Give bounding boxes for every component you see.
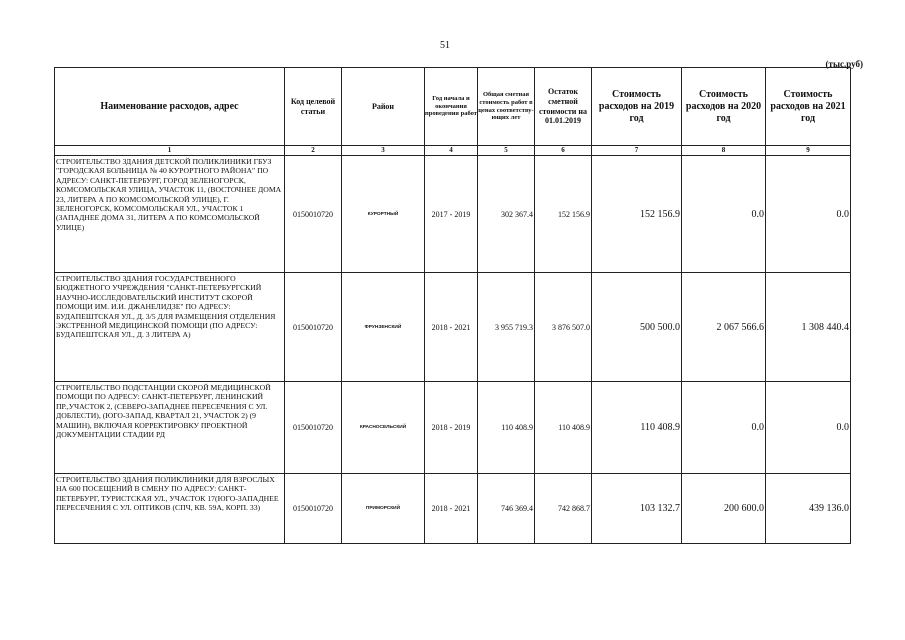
table-row — [55, 474, 851, 544]
column-number: 4 — [425, 146, 478, 156]
work-years: 2018 - 2021 — [425, 474, 478, 544]
column-number: 3 — [342, 146, 425, 156]
target-code: 0150010720 — [285, 156, 342, 273]
cost-2021: 439 136.0 — [766, 474, 851, 544]
cost-2020: 0.0 — [682, 156, 766, 273]
total-cost: 3 955 719.3 — [478, 273, 535, 382]
cost-2021: 0.0 — [766, 382, 851, 474]
column-number-row — [55, 146, 851, 156]
cost-2021: 1 308 440.4 — [766, 273, 851, 382]
column-number: 9 — [766, 146, 851, 156]
cost-2020: 200 600.0 — [682, 474, 766, 544]
table-row — [55, 273, 851, 382]
header-2020: Стоимость расходов на 2020 год — [682, 68, 766, 146]
column-number: 2 — [285, 146, 342, 156]
remaining-cost: 110 408.9 — [535, 382, 592, 474]
column-number: 1 — [55, 146, 285, 156]
district: КУРОРТНЫЙ — [342, 156, 425, 273]
district: ПРИМОРСКИЙ — [342, 474, 425, 544]
column-number: 8 — [682, 146, 766, 156]
header-code: Код целевой статьи — [285, 68, 342, 146]
expense-name: СТРОИТЕЛЬСТВО ЗДАНИЯ ДЕТСКОЙ ПОЛИКЛИНИКИ ГБУЗ "ГОРОДСКАЯ БОЛЬНИЦА № 40 КУРОРТНОГО РАЙОНА" ПО АДРЕСУ: САНКТ-ПЕТЕРБУРГ, ГОРОД ЗЕЛЕНОГОРСК, КОМСОМОЛЬСКАЯ УЛИЦА, УЧАСТОК 11, (ВОСТОЧНЕЕ ДОМА 23, ЛИТЕРА А ПО КОМСОМОЛЬСКОЙ УЛИЦЕ), Г. ЗЕЛЕНОГОРСК, КОМСОМОЛЬСКАЯ УЛ., УЧАСТОК 1 (ЗАПАДНЕЕ ДОМА 31, ЛИТЕРА А ПО КОМСОМОЛЬСКОЙ УЛИЦЕ) — [55, 156, 285, 273]
header-row — [55, 68, 851, 146]
remaining-cost: 152 156.9 — [535, 156, 592, 273]
cost-2019: 152 156.9 — [592, 156, 682, 273]
work-years: 2018 - 2019 — [425, 382, 478, 474]
work-years: 2017 - 2019 — [425, 156, 478, 273]
header-years: Год начала и окончания проведения работ — [425, 68, 478, 146]
total-cost: 746 369.4 — [478, 474, 535, 544]
cost-2019: 103 132.7 — [592, 474, 682, 544]
total-cost: 302 367.4 — [478, 156, 535, 273]
work-years: 2018 - 2021 — [425, 273, 478, 382]
cost-2020: 0.0 — [682, 382, 766, 474]
total-cost: 110 408.9 — [478, 382, 535, 474]
column-number: 6 — [535, 146, 592, 156]
header-name: Наименование расходов, адрес — [55, 68, 285, 146]
cost-2021: 0.0 — [766, 156, 851, 273]
district: ФРУНЗЕНСКИЙ — [342, 273, 425, 382]
units-label: (тыс.руб) — [825, 59, 863, 69]
expense-name: СТРОИТЕЛЬСТВО ПОДСТАНЦИИ СКОРОЙ МЕДИЦИНСКОЙ ПОМОЩИ ПО АДРЕСУ: САНКТ-ПЕТЕРБУРГ, ЛЕНИНСКИЙ ПР.,УЧАСТОК 2, (СЕВЕРО-ЗАПАДНЕЕ ПЕРЕСЕЧЕНИЯ С УЛ. ДОБЛЕСТИ), (ЮГО-ЗАПАД, КВАРТАЛ 21, УЧАСТОК 2) (9 МАШИН), ВКЛЮЧАЯ КОРРЕКТИРОВКУ ПРОЕКТНОЙ ДОКУМЕНТАЦИИ СТАДИИ РД — [55, 382, 285, 474]
header-total-cost: Общая сметная стоимость работ в ценах соответству-ющих лет — [478, 68, 535, 146]
expense-name: СТРОИТЕЛЬСТВО ЗДАНИЯ ГОСУДАРСТВЕННОГО БЮДЖЕТНОГО УЧРЕЖДЕНИЯ "САНКТ-ПЕТЕРБУРГСКИЙ НАУЧНО-ИССЛЕДОВАТЕЛЬСКИЙ ИНСТИТУТ СКОРОЙ ПОМОЩИ ИМ. И.И. ДЖАНЕЛИДЗЕ" ПО АДРЕСУ: БУДАПЕШТСКАЯ УЛ., Д. 3/5 ДЛЯ РАЗМЕЩЕНИЯ ОТДЕЛЕНИЯ ЭКСТРЕННОЙ МЕДИЦИНСКОЙ ПОМОЩИ (ПО АДРЕСУ: БУДАПЕШТСКАЯ УЛ., Д. 3 ЛИТЕРА А) — [55, 273, 285, 382]
header-2019: Стоимость расходов на 2019 год — [592, 68, 682, 146]
header-region: Район — [342, 68, 425, 146]
page-number: 51 — [440, 40, 450, 51]
column-number: 7 — [592, 146, 682, 156]
target-code: 0150010720 — [285, 273, 342, 382]
cost-2020: 2 067 566.6 — [682, 273, 766, 382]
header-remainder: Остаток сметной стоимости на 01.01.2019 — [535, 68, 592, 146]
table-row — [55, 156, 851, 273]
target-code: 0150010720 — [285, 382, 342, 474]
cost-2019: 500 500.0 — [592, 273, 682, 382]
expense-name: СТРОИТЕЛЬСТВО ЗДАНИЯ ПОЛИКЛИНИКИ ДЛЯ ВЗРОСЛЫХ НА 600 ПОСЕЩЕНИЙ В СМЕНУ ПО АДРЕСУ: САНКТ-ПЕТЕРБУРГ, ТУРИСТСКАЯ УЛ., УЧАСТОК 17(ЮГО-ЗАПАДНЕЕ ПЕРЕСЕЧЕНИЯ С УЛ. ОПТИКОВ (СПЧ, КВ. 59А, КОРП. 33) — [55, 474, 285, 544]
table-row — [55, 382, 851, 474]
header-2021: Стоимость расходов на 2021 год — [766, 68, 851, 146]
expenditure-table — [54, 67, 851, 544]
district: КРАСНОСЕЛЬСКИЙ — [342, 382, 425, 474]
remaining-cost: 742 868.7 — [535, 474, 592, 544]
target-code: 0150010720 — [285, 474, 342, 544]
column-number: 5 — [478, 146, 535, 156]
remaining-cost: 3 876 507.0 — [535, 273, 592, 382]
cost-2019: 110 408.9 — [592, 382, 682, 474]
